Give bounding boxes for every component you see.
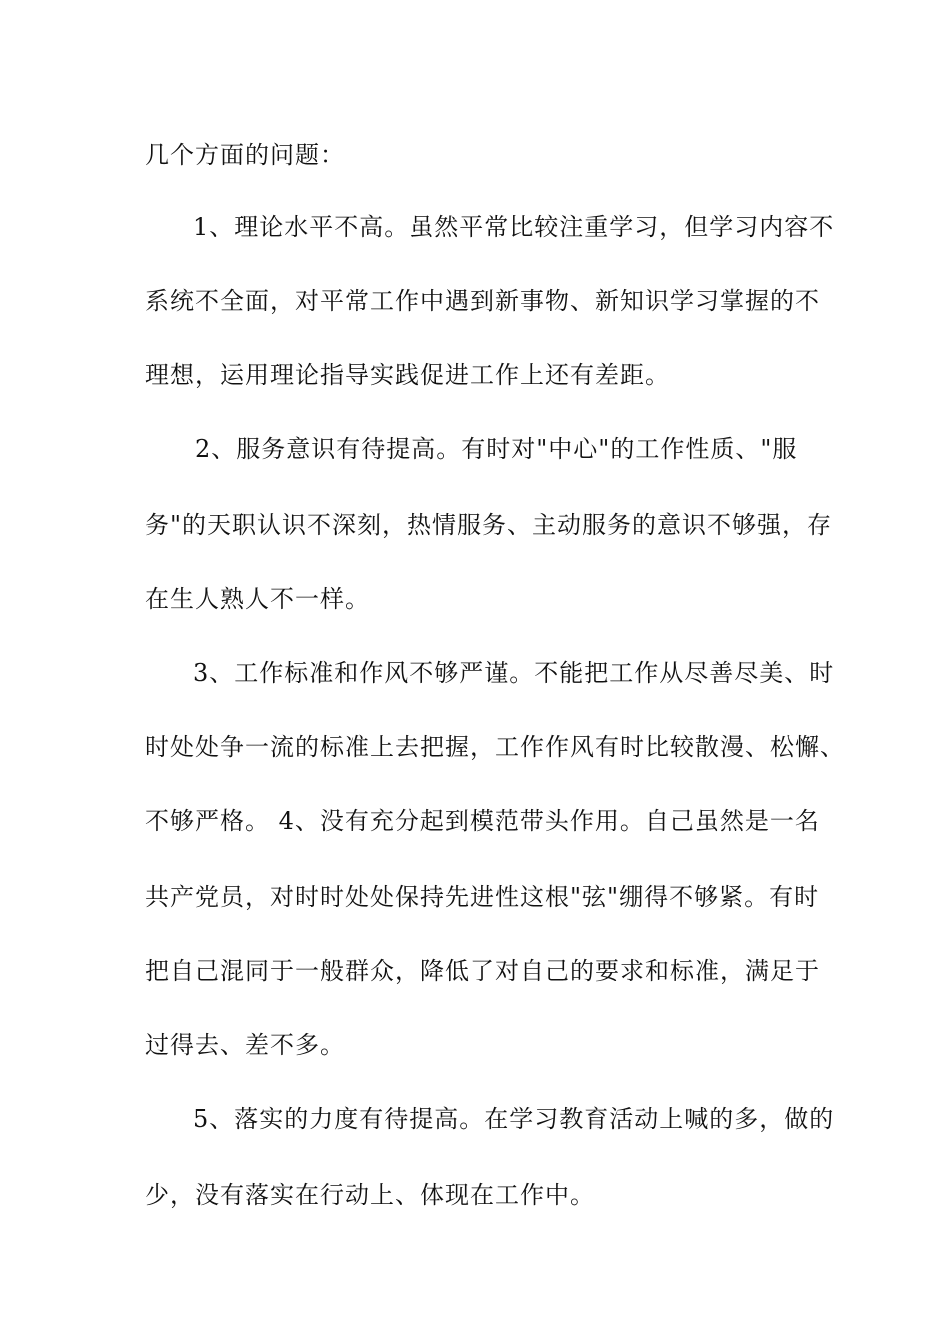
text-line: 5、落实的力度有待提高。在学习教育活动上喊的多，做的 bbox=[193, 1105, 835, 1133]
text-line: 3、工作标准和作风不够严谨。不能把工作从尽善尽美、时 bbox=[193, 659, 835, 687]
text-line: 时处处争一流的标准上去把握，工作作风有时比较散漫、松懈、 bbox=[145, 733, 845, 761]
text-line: 2、服务意识有待提高。有时对"中心"的工作性质、"服 bbox=[195, 435, 798, 463]
text-line: 不够严格。 4、没有充分起到模范带头作用。自己虽然是一名 bbox=[145, 807, 820, 835]
text-line: 务"的天职认识不深刻，热情服务、主动服务的意识不够强，存 bbox=[145, 511, 833, 539]
text-line: 把自己混同于一般群众，降低了对自己的要求和标准，满足于 bbox=[145, 957, 820, 985]
text-line: 系统不全面，对平常工作中遇到新事物、新知识学习掌握的不 bbox=[145, 287, 820, 315]
text-line: 几个方面的问题： bbox=[145, 141, 345, 169]
text-line: 少，没有落实在行动上、体现在工作中。 bbox=[145, 1181, 595, 1209]
text-line: 理想，运用理论指导实践促进工作上还有差距。 bbox=[145, 361, 670, 389]
text-line: 在生人熟人不一样。 bbox=[145, 585, 370, 613]
text-line: 过得去、差不多。 bbox=[145, 1031, 345, 1059]
text-line: 共产党员，对时时处处保持先进性这根"弦"绷得不够紧。有时 bbox=[145, 883, 820, 911]
text-line: 1、理论水平不高。虽然平常比较注重学习，但学习内容不 bbox=[193, 213, 835, 241]
